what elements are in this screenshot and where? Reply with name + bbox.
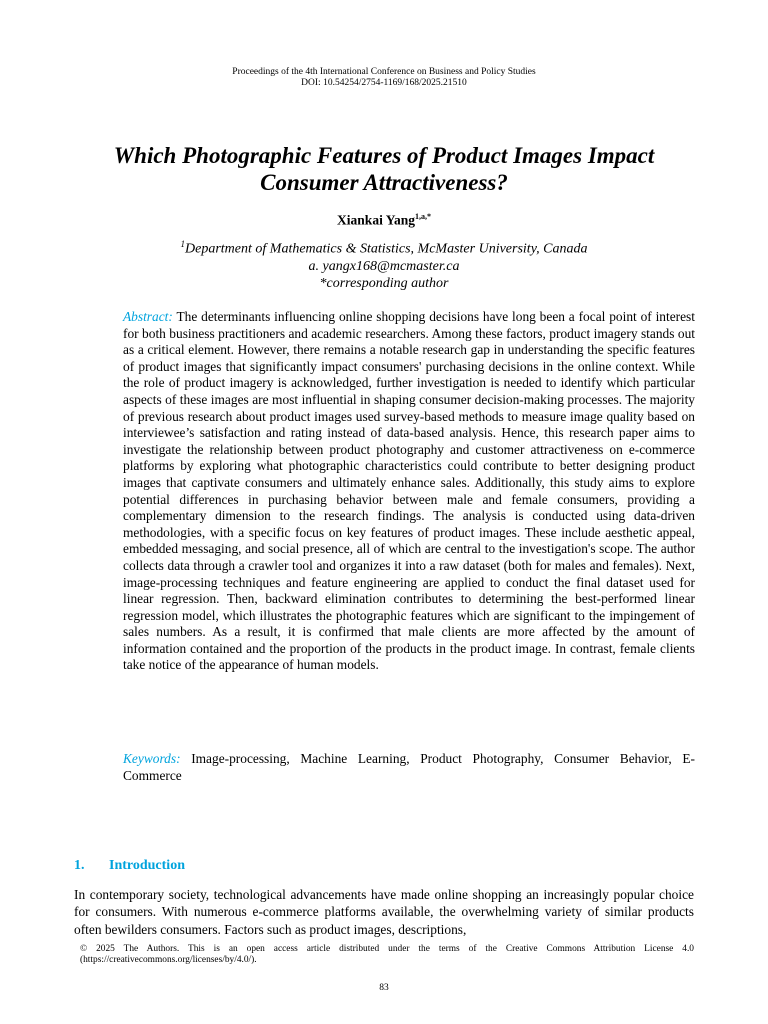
page-number: 83 — [379, 983, 389, 993]
department-name: Department of Mathematics & Statistics, McMaster University, Canada — [185, 241, 588, 257]
keywords-text: Image-processing, Machine Learning, Product Photography, Consumer Behavior, E-Commerce — [123, 751, 695, 783]
intro-paragraph: In contemporary society, technological advancements have made online shopping an increasingly popular choice for consumers. With numerous e-commerce platforms available, the overwhelming variety of similar products often bewilders consumers. Factors such as product images, descriptions, — [74, 887, 694, 937]
title-line-2: Consumer Attractiveness? — [260, 170, 508, 195]
author-superscript: 1,a,* — [414, 212, 431, 221]
title-line-1: Which Photographic Features of Product Images Impact — [113, 143, 655, 168]
affiliation-department — [0, 236, 768, 258]
abstract — [123, 309, 695, 674]
keywords — [123, 751, 695, 784]
author-name: Xiankai Yang — [337, 212, 415, 228]
conference-name: Proceedings of the 4th International Conference on Business and Policy Studies — [232, 67, 536, 77]
affiliation-block — [0, 236, 768, 292]
author-line — [0, 212, 768, 229]
affiliation-marker: 1 — [180, 239, 186, 249]
corresponding-note: *corresponding author — [319, 275, 449, 291]
section-heading — [74, 858, 185, 874]
section-title: Introduction — [109, 858, 185, 873]
abstract-text: The determinants influencing online shopping decisions have long been a focal point of interest for both business practitioners and academic researchers. Among these factors, product imagery stands out as a critical element. However, there remains a notable research gap in understanding the specific features of product images that significantly impact consumers' purchasing decisions in the online context. While the role of product imagery is acknowledged, further investigation is needed to identify which particular aspects of these images are most influential in shaping consumer decision-making processes. The majority of previous research about product images used survey-based methods to measure image quality based on interviewee’s satisfaction and rating instead of data-based analysis. Hence, this research paper aims to investigate the relationship between product photography and customer attractiveness on e-commerce platforms by exploring what photographic characteristics could contribute to better designing product images that captivate consumers and ultimately enhance sales. Additionally, this study aims to explore potential differences in purchasing behavior between male and female consumers, providing a complementary dimension to the research findings. The analysis is conducted using data-driven methodologies, with a specific focus on key features of product images. These include aesthetic appeal, embedded messaging, and social presence, all of which are central to the investigation's scope. The author collects data through a crawler tool and organizes it into a raw dataset (both for males and females). Next, image-processing techniques and feature engineering are applied to conduct the final dataset used for linear regression. Then, backward elimination contributes to determining the best-performed linear regression model, which illustrates the photographic features which are significant to the impingement of sales numbers. As a result, it is confirmed that male clients are more affected by the amount of information contained and the proportion of the products in the product image. In contrast, female clients take notice of the appearance of human models. — [123, 309, 695, 673]
section-number: 1. — [74, 858, 85, 873]
paper-title — [60, 142, 708, 196]
abstract-label: Abstract: — [123, 309, 173, 324]
doi: DOI: 10.54254/2754-1169/168/2025.21510 — [301, 78, 467, 88]
running-header — [0, 67, 768, 89]
keywords-label: Keywords: — [123, 751, 181, 766]
author-email: a. yangx168@mcmaster.ca — [308, 258, 460, 274]
license-footnote: © 2025 The Authors. This is an open access article distributed under the terms of the Creative Commons Attribution License 4.0 (https://creativecommons.org/licenses/by/4.0/). — [80, 944, 694, 965]
